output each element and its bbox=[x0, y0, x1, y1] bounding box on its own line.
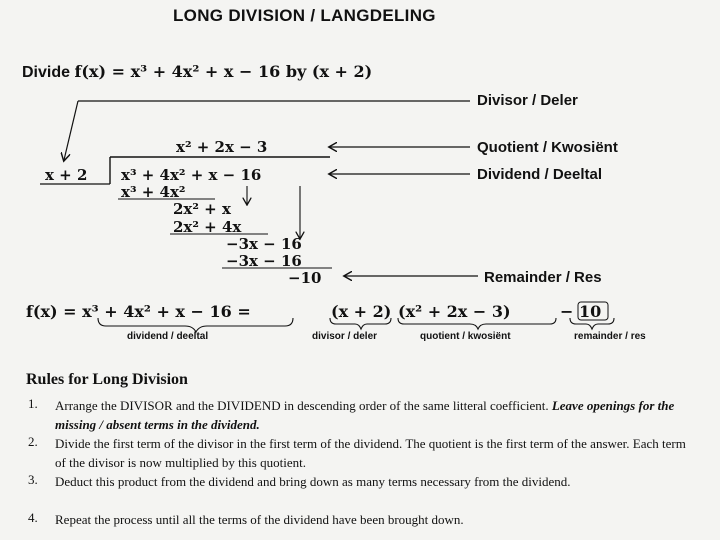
step-row-2: 2x² + x bbox=[173, 200, 231, 218]
step-row-5: −3x − 16 bbox=[226, 252, 302, 270]
page-title: LONG DIVISION / LANGDELING bbox=[173, 6, 436, 25]
rule-text-4: Repeat the process until all the terms of the dividend have been brought down. bbox=[55, 512, 464, 527]
divide-prefix: Divide bbox=[22, 64, 71, 81]
result-lhs: f(x) = x³ + 4x² + x − 16 = bbox=[26, 302, 251, 321]
dividend-label: Dividend / Deeltal bbox=[477, 166, 603, 183]
divisor-arrow bbox=[64, 101, 78, 160]
remainder-value: −10 bbox=[288, 269, 322, 287]
step-row-1: x³ + 4x² bbox=[121, 183, 186, 201]
divisor-term: x + 2 bbox=[45, 166, 88, 184]
remainder-bracket-label: remainder / res bbox=[574, 331, 646, 342]
dividend-brace bbox=[98, 318, 293, 332]
divisor-brace bbox=[330, 318, 391, 329]
rule-text-2: Divide the first term of the divisor in the first term of the dividend. The quotient is the first term of the answer. Each term of the divisor is now multiplied by this quotient. bbox=[55, 436, 686, 470]
step-row-4: −3x − 16 bbox=[226, 235, 302, 253]
rule-number: 1. bbox=[28, 396, 38, 411]
quotient-bracket-label: quotient / kwosiënt bbox=[420, 331, 511, 342]
quotient-label: Quotient / Kwosiënt bbox=[477, 139, 618, 156]
remainder-label: Remainder / Res bbox=[484, 269, 602, 286]
rule-number: 4. bbox=[28, 510, 38, 525]
result-remainder: − 10 bbox=[560, 302, 602, 321]
rule-number: 2. bbox=[28, 434, 38, 449]
rule-body: Arrange the DIVISOR and the DIVIDEND in descending order of the same litteral coefficient. bbox=[55, 398, 549, 413]
result-quotient: (x² + 2x − 3) bbox=[398, 302, 511, 321]
step-row-3: 2x² + 4x bbox=[173, 218, 242, 236]
problem-expression: f(x) = x³ + 4x² + x − 16 by (x + 2) bbox=[74, 62, 373, 81]
rule-text-1 bbox=[55, 396, 695, 434]
dividend-row: x³ + 4x² + x − 16 bbox=[121, 166, 262, 184]
quotient-row: x² + 2x − 3 bbox=[176, 138, 268, 156]
rule-number: 3. bbox=[28, 472, 38, 487]
rule-text-3: Deduct this product from the dividend and bring down as many terms necessary from the dividend. bbox=[55, 474, 571, 489]
rule-emphasis: Leave openings for the missing / absent terms in the dividend. bbox=[55, 398, 675, 432]
dividend-bracket-label: dividend / deeltal bbox=[127, 331, 209, 342]
rules-title: Rules for Long Division bbox=[26, 371, 188, 388]
result-divisor: (x + 2) bbox=[331, 302, 392, 321]
remainder-box bbox=[578, 302, 608, 320]
quotient-brace bbox=[398, 318, 556, 329]
divisor-label: Divisor / Deler bbox=[477, 92, 578, 109]
divisor-bracket-label: divisor / deler bbox=[312, 331, 378, 342]
